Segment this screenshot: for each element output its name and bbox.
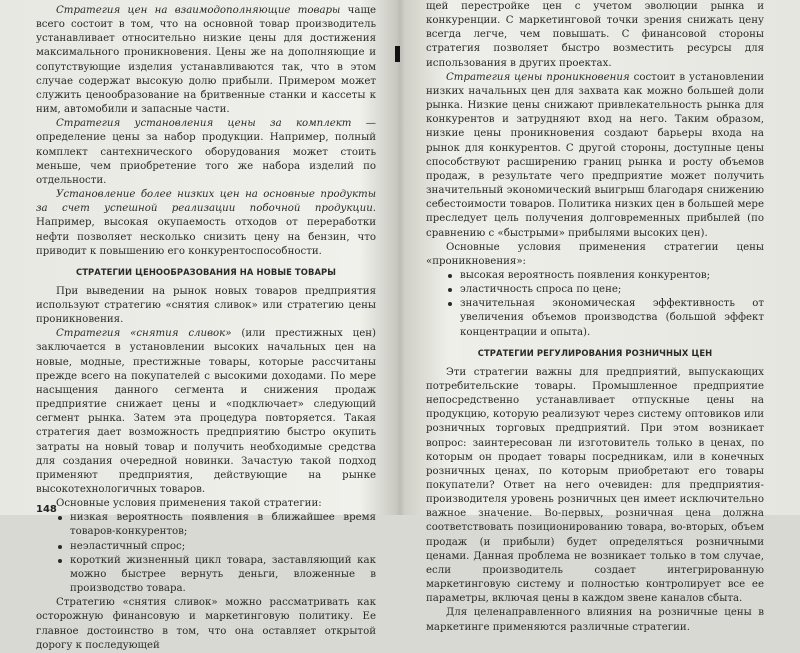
italic-term: Стратегия цены проникновения <box>446 71 630 83</box>
bullet-list <box>36 511 376 596</box>
paragraph <box>426 71 764 241</box>
paragraph: При выведении на рынок новых товаров предприятия используют стратегию «снятия сливок» или стратегию цены проникновения. <box>36 285 376 326</box>
italic-term: Установление более низких цен на основные продукты за счет успешной реализации побочной продукции. <box>36 189 376 215</box>
paragraph: Основные условия применения такой стратегии: <box>56 498 322 510</box>
italic-term: Стратегия «снятия сливок» <box>56 328 232 340</box>
left-page <box>36 0 376 651</box>
list-item: низкая вероятность появления в ближайшее время товаров-конкурентов; <box>56 511 376 539</box>
paragraph-text: — определение цены за набор продукции. Например, полный комплект сантехнического оборудования может стоить меньше, чем приобретение того же набора изделий по отдельности. <box>36 118 376 186</box>
paragraph <box>36 4 376 117</box>
paragraph: Стратегию «снятия сливок» можно рассматривать как осторожную финансовую и маркетинговую политику. Ее главное достоинство в том, что она оставляет открытой дорогу к последующей <box>36 597 376 651</box>
paragraph-text: Например, высокая окупаемость отходов от переработки нефти позволяет несколько снизить цену на бензин, что приводит к повышению его конкурентоспособности. <box>36 217 376 257</box>
paragraph <box>36 188 376 259</box>
section-heading: СТРАТЕГИИ ЦЕНООБРАЗОВАНИЯ НА НОВЫЕ ТОВАРЫ <box>75 266 337 277</box>
paragraph-text: состоит в установлении низких начальных цен для захвата как можно большей доли рынка. Низкие цены снижают привлекательность рынка для конкурентов и затрудняют вход на него. Таким образом, низкие цены проникновения создают барьеры входа на рынок для конкурентов. С другой стороны, доступные цены способствуют расширению границ рынка и росту объемов продаж, в результате чего предприятие может получить значительный экономический выигрыш благодаря снижению себестоимости товаров. Политика низких цен в большей мере преследует цель получения долговременных прибылей (по сравнению с «быстрыми» прибылями высоких цен). <box>426 71 764 239</box>
list-item: короткий жизненный цикл товара, заставляющий как можно быстрее вернуть деньги, вложенные в производство товара. <box>56 554 376 596</box>
paragraph: Основные условия применения стратегии цены «проникновения»: <box>426 241 764 267</box>
italic-term: Стратегия установления цены за комплект <box>56 118 352 130</box>
page-number: 148 <box>36 504 57 515</box>
bookmark-ribbon <box>395 46 400 62</box>
paragraph <box>36 327 376 497</box>
list-item: неэластичный спрос; <box>56 540 376 554</box>
section-heading: СТРАТЕГИИ РЕГУЛИРОВАНИЯ РОЗНИЧНЫХ ЦЕН <box>477 347 713 358</box>
list-item: высокая вероятность появления конкурентов; <box>446 269 764 283</box>
list-item: эластичность спроса по цене; <box>446 283 764 297</box>
list-item: значительная экономическая эффективность от увеличения объемов производства (большой эффект концентрации и опыта). <box>446 297 764 339</box>
bullet-list <box>426 269 764 340</box>
paragraph: Эти стратегии важны для предприятий, выпускающих потребительские товары. Промышленное предприятие непосредственно устанавливает отпускные цены на продукцию, которую реализуют через систему оптовиков или розничных торговых предприятий. При этом возникает вопрос: заинтересован ли изготовитель только в ценах, по которым он продает товары посредникам, или в конечных розничных ценах, по которым приобретают его товары покупатели? Ответ на него очевиден: для предприятия-производителя уровень розничных цен имеет исключительно важное значение. Во-первых, розничная цена должна соответствовать позиционированию товара, во-вторых, объем продаж (и прибыли) будет определяться розничными ценами. Данная проблема не возникает только в том случае, если производитель создает интегрированную маркетинговую систему и полностью контролирует все ее параметры, включая цены в каждом звене каналов сбыта. <box>426 366 764 605</box>
paragraph-text: (или престижных цен) заключается в установлении высоких начальных цен на новые, модные, престижные товары, которые рассчитаны прежде всего на покупателей с высокими доходами. По мере насыщения данного сегмента и снижения продаж предприятие снижает цены и «подключает» следующий сегмент рынка. Затем эта процедура повторяется. Такая стратегия дает возможность предприятию быстро окупить затраты на новый товар и получить необходимые средства для создания очередной новинки. Зачастую такой подход применяют предприятия, действующие на рынке высокотехнологичных товаров. <box>36 328 376 495</box>
paragraph: Для целенаправленного влияния на розничные цены в маркетинге применяются различные стратегии. <box>426 607 764 633</box>
paragraph: щей перестройке цен с учетом эволюции рынка и конкуренции. С маркетинговой точки зрения снижать цену всегда легче, чем повышать. С финансовой стороны стратегия позволяет быстро возместить ресурсы для использования в других проектах. <box>426 1 764 69</box>
right-page <box>426 0 764 633</box>
paragraph <box>36 117 376 188</box>
italic-term: Стратегия цен на взаимодополняющие товары <box>56 5 341 16</box>
paragraph-text: чаще всего состоит в том, что на основной товар производитель устанавливает относительно низкие цены для достижения максимального проникновения. Цены же на дополняющие и сопутствующие изделия устанавливаются так, что в этом случае содержат высокую долю прибыли. Примером может служить ценообразование на бритвенные станки и кассеты к ним, автомобили и запасные части. <box>36 5 376 116</box>
